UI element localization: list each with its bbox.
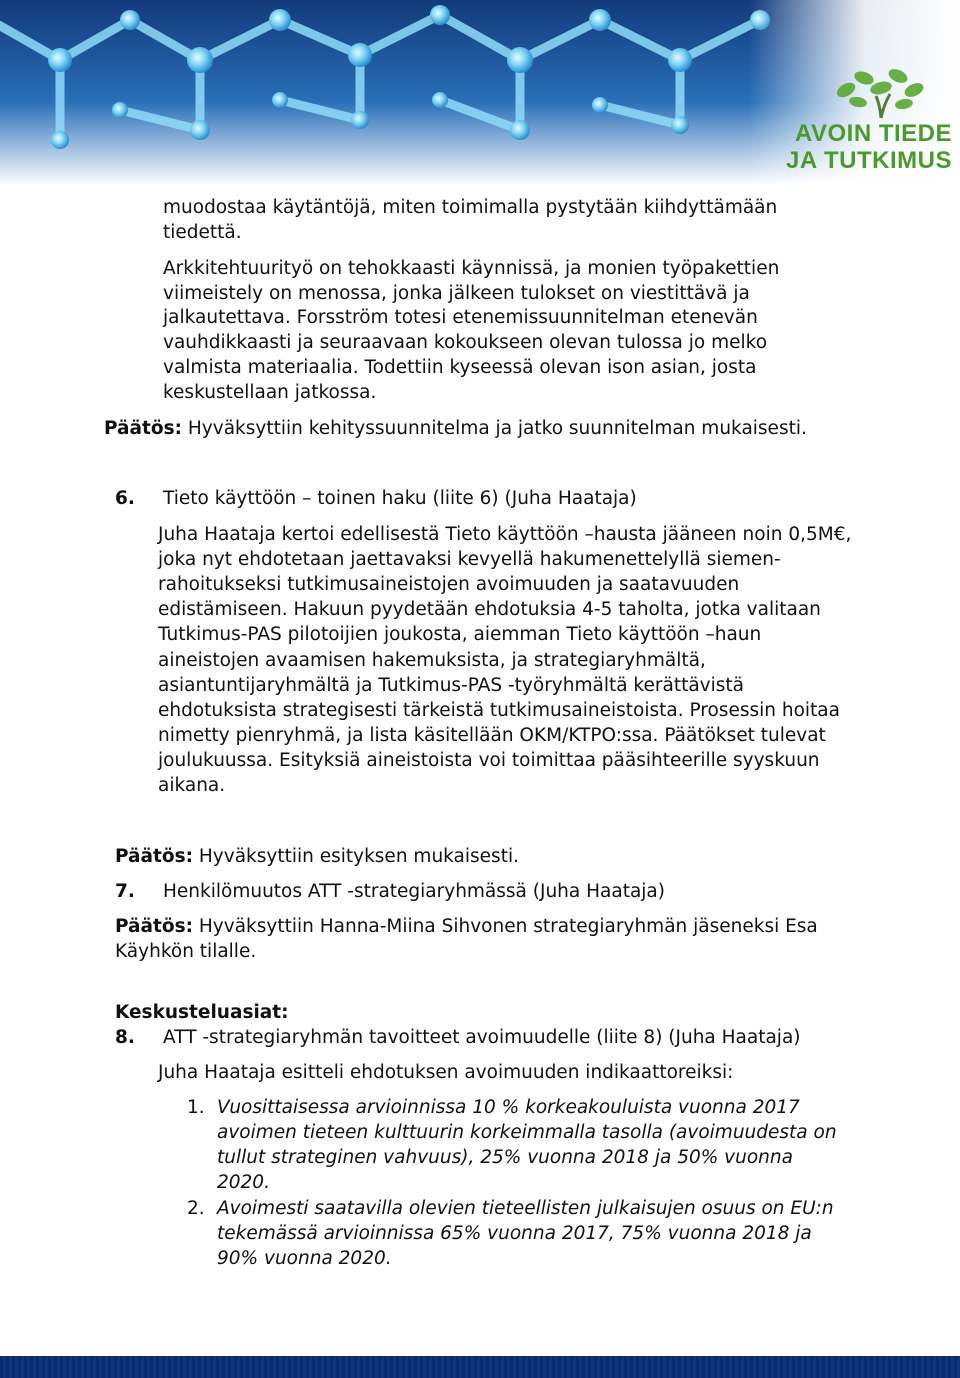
item6-line: aikana. [158,775,226,796]
list-item-line: Vuosittaisessa arvioinnissa 10 % korkeakouluista vuonna 2017 [217,1097,800,1118]
item6-line: Juha Haataja kertoi edellisestä Tieto käyttöön –hausta jääneen noin 0,5M€, [158,524,852,545]
item-title: Tieto käyttöön – toinen haku (liite 6) (Juha Haataja) [163,488,637,509]
item-number: 8. [115,1027,135,1048]
item6-line: edistämiseen. Hakuun pyydetään ehdotuksia 4-5 taholta, jotka valitaan [158,599,821,620]
decision-text: Hyväksyttiin kehityssuunnitelma ja jatko suunnitelman mukaisesti. [182,418,807,439]
decision-continuation: Käyhkön tilalle. [115,941,257,962]
intro-line: Arkkitehtuurityö on tehokkaasti käynnissä, ja monien työpakettien [163,258,780,279]
intro-line: muodostaa käytäntöjä, miten toimimalla pystytään kiihdyttämään [163,197,778,218]
decision-paragraph [115,844,519,869]
section-heading: Keskusteluasiat: [115,1002,289,1023]
item6-line: nimetty pienryhmä, ja lista käsitellään OKM/KTPO:ssa. Päätökset tulevat [158,725,826,746]
intro-line: valmista materiaalia. Todettiin kyseessä olevan ison asian, josta [163,357,757,378]
list-item-line: tekemässä arvioinnissa 65% vuonna 2017, 75% vuonna 2018 ja [217,1223,812,1244]
logo-line-2: JA TUTKIMUS [786,147,952,174]
list-item-line: 2020. [217,1172,270,1193]
list-marker: 1. [187,1097,205,1118]
list-item-line: 90% vuonna 2020. [217,1248,392,1269]
item-number: 6. [115,488,135,509]
footer-bar [0,1356,960,1378]
decision-paragraph [115,914,818,939]
decision-label: Päätös: [115,846,193,867]
intro-line: keskustellaan jatkossa. [163,382,377,403]
intro-line: vauhdikkaasti ja seuraavaan kokoukseen olevan tulossa jo melko [163,332,768,353]
logo-line-1: AVOIN TIEDE [794,120,952,147]
item6-line: joka nyt ehdotetaan jaettavaksi kevyellä hakumenettelyllä siemen- [158,549,781,570]
item6-line: rahoitukseksi tutkimusaineistojen avoimuuden ja saatavuuden [158,574,740,595]
item6-line: ehdotuksista strategisesti tärkeistä tutkimusaineistoista. Prosessin hoitaa [158,700,840,721]
decision-label: Päätös: [115,916,193,937]
item6-line: asiantuntijaryhmältä ja Tutkimus-PAS -työryhmältä kerättävistä [158,675,744,696]
item6-line: joulukuussa. Esityksiä aineistoista voi toimittaa pääsihteerille syyskuun [158,750,820,771]
item-title: ATT -strategiaryhmän tavoitteet avoimuudelle (liite 8) (Juha Haataja) [163,1027,801,1048]
list-marker: 2. [187,1198,205,1219]
decision-text: Hyväksyttiin Hanna-Miina Sihvonen strategiaryhmän jäseneksi Esa [193,916,818,937]
list-item-line: Avoimesti saatavilla olevien tieteellisten julkaisujen osuus on EU:n [217,1198,834,1219]
item6-line: aineistojen avaamisen hakemuksista, ja strategiaryhmältä, [158,650,706,671]
item6-line: Tutkimus-PAS pilotoijien joukosta, aiemman Tieto käyttöön –haun [158,624,762,645]
logo-wordmark [786,120,952,174]
item-title: Henkilömuutos ATT -strategiaryhmässä (Juha Haataja) [163,881,665,902]
decision-text: Hyväksyttiin esityksen mukaisesti. [193,846,519,867]
intro-line: tiedettä. [163,222,242,243]
list-item-line: tullut strateginen vahvuus), 25% vuonna 2018 ja 50% vuonna [217,1147,793,1168]
decision-paragraph [104,416,807,441]
item-number: 7. [115,881,135,902]
intro-line: viimeistely on menossa, jonka jälkeen tulokset on viestittävä ja [163,283,750,304]
decision-label: Päätös: [104,418,182,439]
item8-intro: Juha Haataja esitteli ehdotuksen avoimuuden indikaattoreiksi: [158,1062,734,1083]
list-item-line: avoimen tieteen kulttuurin korkeimmalla tasolla (avoimuudesta on [217,1122,837,1143]
intro-line: jalkautettava. Forsström totesi etenemissuunnitelman etenevän [163,307,758,328]
